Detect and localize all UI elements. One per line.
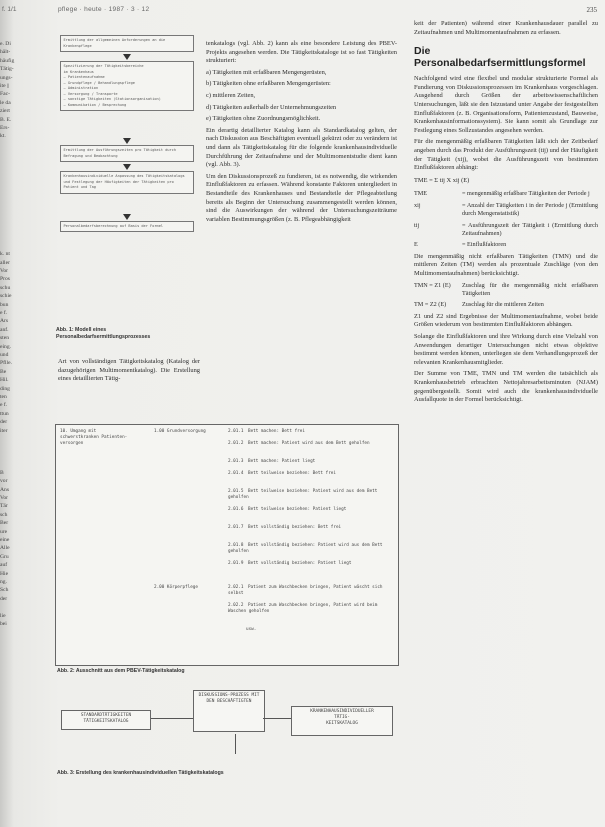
figure-caption-1: Abb. 1: Modell eines Personalbedarfsermittlungsprozesses [56, 327, 151, 340]
table-group-code: 1.00 Grundversorgung [154, 429, 206, 434]
gutter-line [0, 217, 18, 225]
table-footer: usw. [246, 627, 257, 632]
activity-catalog-table [55, 424, 399, 666]
table-row [228, 543, 393, 555]
definition-text: = Ausführungszeit der Tätigkeit i (Ermittlung durch Zeitaufnahmen) [462, 221, 598, 237]
model-box-4: Krankenhausindividuelle Anpassung des Tätigkeitskatalogs und Festlegung der Häufigkeiten der Tätigkeiten pro Patient und Tag [60, 171, 194, 194]
gutter-line [0, 208, 18, 216]
flow-connector [235, 734, 236, 754]
model-box-2-line: Spezifizierung der Tätigkeitsbereiche [63, 64, 144, 68]
table-row [228, 603, 393, 615]
gutter-line: kt. [0, 133, 6, 140]
gutter-line: k. nt [0, 251, 10, 258]
gutter-line: der [0, 595, 8, 602]
definition-row [414, 282, 598, 299]
definition-term: xij [414, 201, 421, 209]
arrow-down-icon [123, 164, 131, 170]
table-row-text: Bett machen: Bett frei [248, 429, 305, 434]
middle-paragraph: tenkatalogs (vgl. Abb. 2) kann als eine besondere Leistung des PBEV-Projekts angesehen werden. Die Tätigkeitskataloge ist so fast Tätigkeiten strukturiert: [206, 40, 397, 65]
table-row-text: Patient zum Waschbecken bringen, Patient wird beim Waschen geholfen [228, 603, 378, 614]
table-row-text: Bett machen: Patient liegt [248, 459, 316, 464]
model-box-2-line: — Administration [63, 86, 99, 90]
gutter-line: schie [0, 293, 12, 300]
section-heading: Die Personalbedarfsermittlungsformel [414, 45, 586, 70]
definition-row [414, 202, 598, 219]
arrow-down-icon [123, 214, 131, 220]
middle-paragraph: Ein derartig detaillierter Katalog kann als Standardkatalog gelten, der nach Diskussion aus Beschäftigten eventuell gekürzt oder zu verändern ist und dann als Tätigkeitskatalog für die folgende krankenhausindividuelle Durchführung der Zeitaufnahme und der Multimomentstudie dient kann (vgl. Abb. 3). [206, 126, 397, 169]
model-box-3: Ermittlung der Ausführungszeiten pro Tätigkeit durch Befragung und Beobachtung [60, 145, 194, 162]
gutter-line [0, 225, 18, 233]
gutter-line [0, 435, 18, 443]
table-row [228, 489, 393, 501]
gutter-line: ten [0, 394, 7, 401]
table-left-column [60, 429, 148, 447]
flow-box-individual [291, 706, 393, 736]
table-left-line: versorgen [60, 441, 84, 446]
table-row-text: Bett vollständig beziehen: Patient liegt [248, 561, 352, 566]
gutter-line: schu [0, 284, 11, 291]
gutter-line: bei [0, 621, 7, 628]
gutter-line: Be [0, 368, 7, 375]
gutter-line: Sch [0, 587, 9, 594]
table-row-code: 2.02.1 [228, 585, 244, 590]
gutter-line [0, 166, 18, 174]
table-group-code: 2.00 Körperpflege [154, 585, 198, 590]
gutter-line [0, 200, 18, 208]
definition-text: Zuschlag für die mittleren Zeiten [462, 301, 544, 309]
gutter-line: Hie [0, 570, 9, 577]
gutter-line: sten [0, 335, 10, 342]
model-box-2 [60, 61, 194, 111]
table-row-text: Bett teilweise beziehen: Patient wird aus dem Bett geholfen [228, 489, 378, 500]
arrow-down-icon [123, 54, 131, 60]
table-row-code: 2.01.1 [228, 429, 244, 434]
gutter-line [0, 191, 18, 199]
table-left-line: schwerstkranken Patienten- [60, 435, 128, 440]
gutter-line [0, 452, 18, 460]
table-row-code: 2.01.5 [228, 489, 244, 494]
table-row-text: Bett machen: Patient wird aus dem Bett geholfen [248, 441, 370, 446]
definition-term: TM = Z2 (E) [414, 301, 447, 309]
middle-paragraph: Um den Diskussionsprozeß zu fundieren, ist es notwendig, die wirkenden Einflußfaktoren zu erfassen. Während konstante Faktoren untergliedert in Bestandteile des Krankenhauses und Bestandteile der Pflegeabteilung bereits als Beginn der Untersuchung zusammengestellt werden können, sind die Auswirkungen der während der Untersuchungszeiträume variablen Bestimmungsgrößen (z. B. Pflegeabhängigkeit [206, 172, 397, 223]
table-row-text: Bett teilweise beziehen: Patient liegt [248, 507, 347, 512]
gutter-text [0, 40, 18, 628]
table-row-text: Bett vollständig beziehen: Patient wird aus dem Bett geholfen [228, 543, 383, 554]
gutter-line: iter [0, 427, 8, 434]
gutter-line: ng. [0, 579, 7, 585]
page-number: 235 [586, 6, 597, 14]
gutter-line: Alle [0, 545, 10, 552]
gutter-line: vor [0, 478, 8, 485]
gutter-line: e f. [0, 310, 8, 316]
definition-row [414, 222, 598, 239]
gutter-line: Pflle. [0, 360, 12, 367]
right-paragraph-2: Für die mengenmäßig erfaßbaren Tätigkeiten läßt sich der Zeitbedarf angeben durch das Produkt der Ausführungszeit (tij) und der Häufigkeit der Tätigkeit (xij), wobei die Ausführungszeit von bestimmten Einflußfaktoren abhängt: [414, 138, 598, 172]
gutter-line: e f. [0, 402, 8, 409]
model-box-2-line: — Versorgung / Transporte [63, 91, 118, 96]
right-paragraph-4: Z1 und Z2 sind Ergebnisse der Multimomentaufnahme, wobei beide Größen wiederum von bestimmten Einflußfaktoren abhängen. [414, 312, 598, 329]
model-box-2-line: im Krankenhaus [63, 69, 94, 74]
gutter-line [0, 444, 18, 452]
table-row-code: 2.01.4 [228, 471, 244, 476]
flow-box-individual-line1: KRANKENHAUSINDIVIDUELLER [310, 709, 374, 714]
right-paragraph-6: Der Summe von TME, TMN und TM werden die tatsächlich als Krankenhausbetrieb erbrachten Nettojahresarbeitsminuten (NJAM) gegenübergestellt. Somit wird auch die krankenhausindividuelle Ausfallquote in der Formel berücksichtigt. [414, 370, 598, 404]
middle-paragraph: d) Tätigkeiten außerhalb der Unternehmungszeiten [206, 103, 337, 111]
gutter-line: Ber [0, 520, 9, 527]
table-row-code: 2.02.2 [228, 603, 244, 608]
flow-box-individual-line2: TÄTIG- [334, 715, 350, 720]
gutter-line: ziert [0, 108, 10, 115]
right-paragraph-3: Die mengenmäßig nicht erfaßbaren Tätigkeiten (TMN) und die mittleren Zeiten (TM) werden als prozentuale Zuschläge (von den Multimomentaufnahmen) berücksichtigt. [414, 252, 598, 277]
right-intro: keit der Patienten) während einer Krankenhausdauer parallel zu Zeitaufnahmen und Multimomentaufnahmen zu erfassen. [414, 20, 598, 36]
table-row [228, 471, 393, 477]
flow-connector [263, 718, 291, 719]
gutter-line: bun [0, 301, 9, 308]
gutter-line: Gru [0, 553, 9, 560]
model-box-2-line: — Grundpflege / Behandlungspflege [63, 80, 135, 85]
gutter-line: ure [0, 528, 8, 535]
gutter-line: auf [0, 562, 8, 569]
running-head: pflege · heute · 1987 · 3 · 12 [58, 6, 150, 13]
flow-connector [151, 718, 193, 719]
table-row [228, 441, 393, 447]
middle-column [206, 40, 397, 227]
table-row-code: 2.01.8 [228, 543, 244, 548]
right-column [414, 20, 598, 408]
table-row-code: 2.01.2 [228, 441, 244, 446]
right-paragraph-5: Solange die Einflußfaktoren und ihre Wirkung durch eine Vielzahl von Anwendungen derartiger Untersuchungen nicht etwas objektive bestimmt werden können, unterliegen sie dem Verhandlungsprozeß der relevanten Krankenhausmitglieder. [414, 332, 598, 366]
gutter-line: Fac- [0, 91, 10, 98]
gutter-line [0, 175, 18, 183]
middle-paragraph: c) mittleren Zeiten, [206, 91, 256, 99]
table-row [228, 459, 393, 465]
gutter-line: Pros [0, 276, 10, 283]
gutter-line: anf. [0, 326, 9, 333]
gutter-line [0, 233, 18, 241]
definition-text: = Anzahl der Tätigkeiten i in der Periode j (Ermittlung durch Mengenstatistik) [462, 201, 598, 218]
gutter-line: ungs- [0, 74, 13, 81]
model-diagram [55, 35, 198, 232]
definition-term: TME [414, 190, 428, 198]
gutter-line: ttun [0, 410, 9, 417]
gutter-line: e. Di [0, 41, 11, 47]
right-paragraph-1: Nachfolgend wird eine flexibel und modular strukturierte Formel als Fundierung von Diskussionsprozessen im Krankenhaus vorgeschlagen. Ausgehend durch Größen der arbeitswissenschaftlichen Untersuchungen, läßt sie den Istzustand unter Angabe der festgestellten Einflußfaktoren (z. B. Organisationsform, Patientenzustand, Bauweise, Krankenhausinformationssystem). Sie kann somit als Grundlage zur Festlegung eines Sollzustandes angesehen werden. [414, 75, 598, 134]
gutter-line: eine [0, 536, 10, 543]
gutter-line: ite || [0, 83, 10, 90]
flow-box-individual-line3: KEITSKATALOG [326, 721, 358, 726]
gutter-line [0, 460, 18, 468]
gutter-line [0, 158, 18, 166]
gutter-line: und [0, 352, 9, 359]
gutter-line: B. E. [0, 116, 12, 123]
model-box-1: Ermittlung der allgemeinen Anforderungen an die Krankenpflege [60, 35, 194, 52]
definition-term: E [414, 241, 418, 249]
definition-term: tij [414, 221, 420, 229]
gutter-line: le da [0, 99, 11, 106]
definitions-list [414, 190, 598, 249]
gutter-line [0, 242, 18, 250]
arrow-down-icon [123, 138, 131, 144]
gutter-line: B [0, 469, 4, 476]
gutter-line: Ans [0, 486, 10, 493]
model-box-2-line: — Kommunikation / Besprechung [63, 102, 127, 107]
definition-term: TMN = Z1 (E) [414, 281, 451, 289]
table-row [228, 525, 393, 531]
left-column-bottom-text: Art von vollständigen Tätigkeitskatalog (Katalog der dazugehörigen Multimomentkatalog). Die Erstellung eines detaillierten Tätig- [58, 358, 200, 383]
definition-text: Zuschlag für die mengenmäßig nicht erfaßbaren Tätigkeiten [462, 281, 598, 297]
gutter-line [0, 603, 18, 611]
gutter-line [0, 183, 18, 191]
gutter-line: ding [0, 385, 10, 392]
gutter-line [0, 149, 18, 157]
table-row-code: 2.01.3 [228, 459, 244, 464]
definition-row [414, 190, 598, 198]
gutter-line: hält- [0, 49, 11, 56]
middle-paragraph: a) Tätigkeiten mit erfaßbaren Mengengerüsten, [206, 68, 327, 76]
table-left-line: 10. Umgang mit [60, 429, 97, 434]
middle-paragraph: e) Tätigkeiten ohne Zuordnungsmöglichkeit. [206, 115, 321, 123]
gutter-line: der [0, 419, 8, 426]
table-row [228, 561, 393, 567]
flow-box-discussion: DISKUSSIONS-PROZESS MIT DEN BESCHÄFTIGTEN [193, 690, 265, 732]
model-box-2-line: — sonstige Tätigkeiten (Stationsorganisation) [63, 97, 161, 101]
definition-row [414, 241, 598, 249]
table-row-text: Bett vollständig beziehen: Bett frei [248, 525, 342, 530]
gutter-line: häufig [0, 57, 15, 64]
table-row-code: 2.01.7 [228, 525, 244, 530]
table-row-code: 2.01.9 [228, 561, 244, 566]
gutter-line: Vor [0, 267, 8, 274]
figure-caption-2: Abb. 2: Ausschnitt aus dem PBEV-Tätigkeitskatalog [57, 668, 185, 674]
formula-1: TME = Σ tij X xij (E) [414, 176, 470, 184]
model-box-2-line: — Patientenaufnahme [63, 75, 105, 79]
middle-paragraph: b) Tätigkeiten ohne erfaßbaren Mengengerüsten: [206, 80, 331, 88]
flow-diagram [55, 688, 397, 760]
gutter-line: Ars [0, 318, 9, 325]
definition-text: = mengenmäßig erfaßbare Tätigkeiten der Periode j [462, 190, 590, 198]
gutter-line [0, 141, 18, 149]
gutter-line: aller [0, 259, 10, 266]
definition-text: = Einflußfaktoren [462, 241, 507, 249]
flow-box-standard: STANDARDTÄTIGKEITEN TÄTIGKEITSKATALOG [61, 710, 151, 730]
gutter-line: Vor [0, 494, 8, 501]
gutter-line: sch [0, 511, 8, 518]
definition-row [414, 301, 598, 309]
table-row [228, 429, 393, 435]
gutter-line: Ers- [0, 125, 10, 132]
gutter-line: Tätig- [0, 66, 14, 73]
figure-caption-3: Abb. 3: Erstellung des krankenhausindividuellen Tätigkeitskatalogs [57, 770, 224, 776]
table-row [228, 585, 393, 597]
model-box-5: Personalbedarfsberechnung auf Basis der Formel [60, 221, 194, 233]
definitions-list-2 [414, 282, 598, 310]
table-row-text: Bett teilweise beziehen: Bett frei [248, 471, 336, 476]
header-left-fragment: f. 1/1 [2, 6, 17, 13]
gutter-line: Hil. [0, 377, 9, 384]
gutter-line: lie [0, 612, 6, 619]
table-row-code: 2.01.6 [228, 507, 244, 512]
gutter-line: Tär [0, 503, 8, 510]
table-row-text: Patient zum Waschbecken bringen, Patient wäscht sich selbst [228, 585, 383, 596]
table-row [228, 507, 393, 513]
gutter-line: eing. [0, 343, 12, 350]
